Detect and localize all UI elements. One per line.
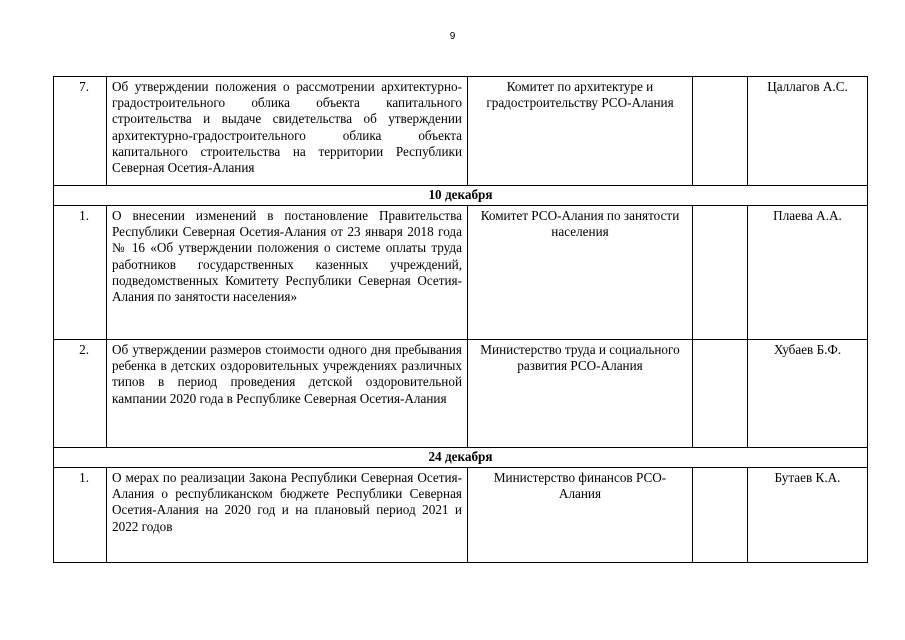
table-row (54, 468, 868, 563)
date-row (54, 186, 868, 206)
document-title: О внесении изменений в постановление Правительства Республики Северная Осетия-Алания от 23 января 2018 года № 16 «Об утверждении положения о системе оплаты труда работников государственных казенных учреждений, подведомственных Комитету Республики Северная Осетия-Алания по занятости населения» (107, 206, 468, 340)
row-number: 7. (54, 77, 107, 186)
date-heading: 24 декабря (54, 448, 868, 468)
row-number: 1. (54, 206, 107, 340)
date-heading: 10 декабря (54, 186, 868, 206)
document-title: Об утверждении размеров стоимости одного дня пребывания ребенка в детских оздоровительных учреждениях различных типов в период проведения детской оздоровительной кампании 2020 года в Республике Северная Осетия-Алания (107, 340, 468, 448)
responsible-person: Цаллагов А.С. (748, 77, 868, 186)
responsible-person: Хубаев Б.Ф. (748, 340, 868, 448)
date-row (54, 448, 868, 468)
document-title: Об утверждении положения о рассмотрении архитектурно-градостроительного облика объекта капитального строительства и выдаче свидетельства об утверждении архитектурно-градостроительного облика объекта капитального строительства на территории Республики Северная Осетия-Алания (107, 77, 468, 186)
responsible-body: Комитет по архитектуре и градостроительству РСО-Алания (468, 77, 693, 186)
plan-table (53, 76, 868, 563)
table-row (54, 340, 868, 448)
responsible-body: Министерство труда и социального развития РСО-Алания (468, 340, 693, 448)
responsible-body: Комитет РСО-Алания по занятости населения (468, 206, 693, 340)
empty-cell (693, 206, 748, 340)
empty-cell (693, 340, 748, 448)
page-number: 9 (449, 31, 456, 42)
responsible-body: Министерство финансов РСО-Алания (468, 468, 693, 563)
table-row (54, 77, 868, 186)
table-row (54, 206, 868, 340)
row-number: 1. (54, 468, 107, 563)
row-number: 2. (54, 340, 107, 448)
empty-cell (693, 468, 748, 563)
responsible-person: Бутаев К.А. (748, 468, 868, 563)
document-title: О мерах по реализации Закона Республики Северная Осетия-Алания о республиканском бюджете Республики Северная Осетия-Алания на 2020 год и на плановый период 2021 и 2022 годов (107, 468, 468, 563)
responsible-person: Плаева А.А. (748, 206, 868, 340)
empty-cell (693, 77, 748, 186)
